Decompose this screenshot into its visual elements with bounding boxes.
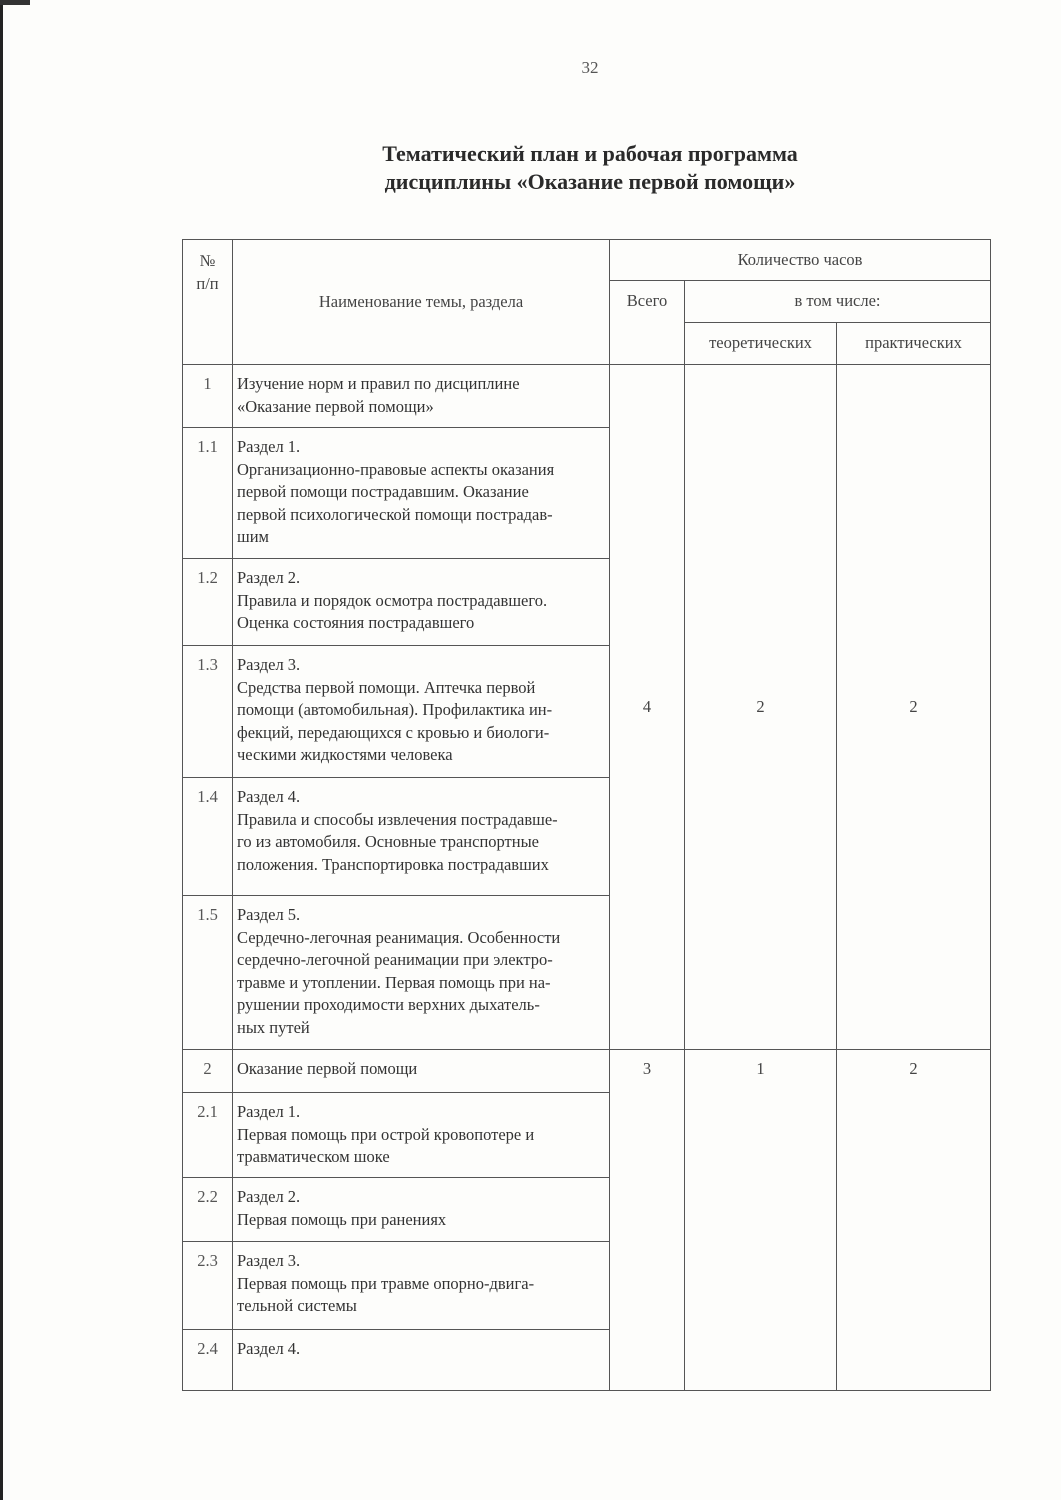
row-title	[233, 428, 610, 559]
row-number: 2.1	[183, 1093, 233, 1178]
row-number: 2	[183, 1050, 233, 1093]
row-title-text: Раздел 4.	[237, 1339, 301, 1358]
row-title-text: Раздел 1. Первая помощь при острой кровопотере и травматическом шоке	[237, 1102, 535, 1166]
row-title	[233, 778, 610, 896]
page-number: 32	[581, 58, 599, 77]
row-title	[233, 646, 610, 778]
header-hours: Количество часов	[610, 240, 991, 281]
row-number: 1.4	[183, 778, 233, 896]
row-number: 2.4	[183, 1330, 233, 1391]
row-number: 1	[183, 365, 233, 428]
header-topic-name: Наименование темы, раздела	[233, 240, 610, 365]
row-number: 2.3	[183, 1242, 233, 1330]
section1-total-hours: 4	[610, 365, 685, 1050]
scan-edge-top	[0, 0, 30, 5]
header-number-abbr: п/п	[196, 273, 219, 293]
header-number	[183, 240, 233, 365]
row-title	[233, 1330, 610, 1391]
thematic-plan-table	[182, 239, 991, 1391]
header-practice: практических	[837, 323, 991, 365]
row-number: 1.3	[183, 646, 233, 778]
row-title-text: Раздел 1. Организационно-правовые аспекты оказания первой помощи пострадавшим. Оказание первой психологической помощи пострадав- шим	[237, 437, 555, 546]
row-title-text: Раздел 4. Правила и способы извлечения пострадавше- го из автомобиля. Основные транспортные положения. Транспортировка пострадавших	[237, 787, 558, 874]
row-title	[233, 1050, 610, 1093]
row-title	[233, 896, 610, 1050]
header-row-1	[183, 240, 991, 281]
row-title	[233, 559, 610, 646]
row-title	[233, 365, 610, 428]
header-total: Всего	[610, 281, 685, 365]
row-title-text: Раздел 2. Правила и порядок осмотра пострадавшего. Оценка состояния пострадавшего	[237, 568, 548, 632]
section2-practice-hours: 2	[837, 1050, 991, 1391]
section1-theory-hours: 2	[685, 365, 837, 1050]
section2-total-hours: 3	[610, 1050, 685, 1391]
row-title-text: Изучение норм и правил по дисциплине «Оказание первой помощи»	[237, 374, 520, 416]
row-title-text: Раздел 3. Первая помощь при травме опорно-двига- тельной системы	[237, 1251, 535, 1315]
section1-practice-hours: 2	[837, 365, 991, 1050]
document-title	[300, 140, 880, 196]
row-title-text: Раздел 2. Первая помощь при ранениях	[237, 1187, 447, 1229]
row-title	[233, 1178, 610, 1242]
row-title-text: Оказание первой помощи	[237, 1059, 418, 1078]
title-line-1: Тематический план и рабочая программа	[382, 141, 798, 166]
header-theory: теоретических	[685, 323, 837, 365]
row-title-text: Раздел 3. Средства первой помощи. Аптечка первой помощи (автомобильная). Профилактика ин- фекций, передающихся с кровью и биологи- ческими жидкостями человека	[237, 655, 553, 764]
row-title	[233, 1093, 610, 1178]
section2-theory-hours: 1	[685, 1050, 837, 1391]
header-including: в том числе:	[685, 281, 991, 323]
title-line-2: дисциплины «Оказание первой помощи»	[384, 169, 796, 194]
table-row	[183, 365, 991, 428]
row-title-text: Раздел 5. Сердечно-легочная реанимация. Особенности сердечно-легочной реанимации при электро- травме и утоплении. Первая помощь при на- рушении проходимости верхних дыхатель- ных путей	[237, 905, 561, 1037]
row-number: 1.5	[183, 896, 233, 1050]
row-number: 1.1	[183, 428, 233, 559]
table-row	[183, 1050, 991, 1093]
row-number: 1.2	[183, 559, 233, 646]
header-number-symbol: №	[199, 251, 216, 270]
scan-edge-left	[0, 0, 3, 1500]
row-title	[233, 1242, 610, 1330]
row-number: 2.2	[183, 1178, 233, 1242]
